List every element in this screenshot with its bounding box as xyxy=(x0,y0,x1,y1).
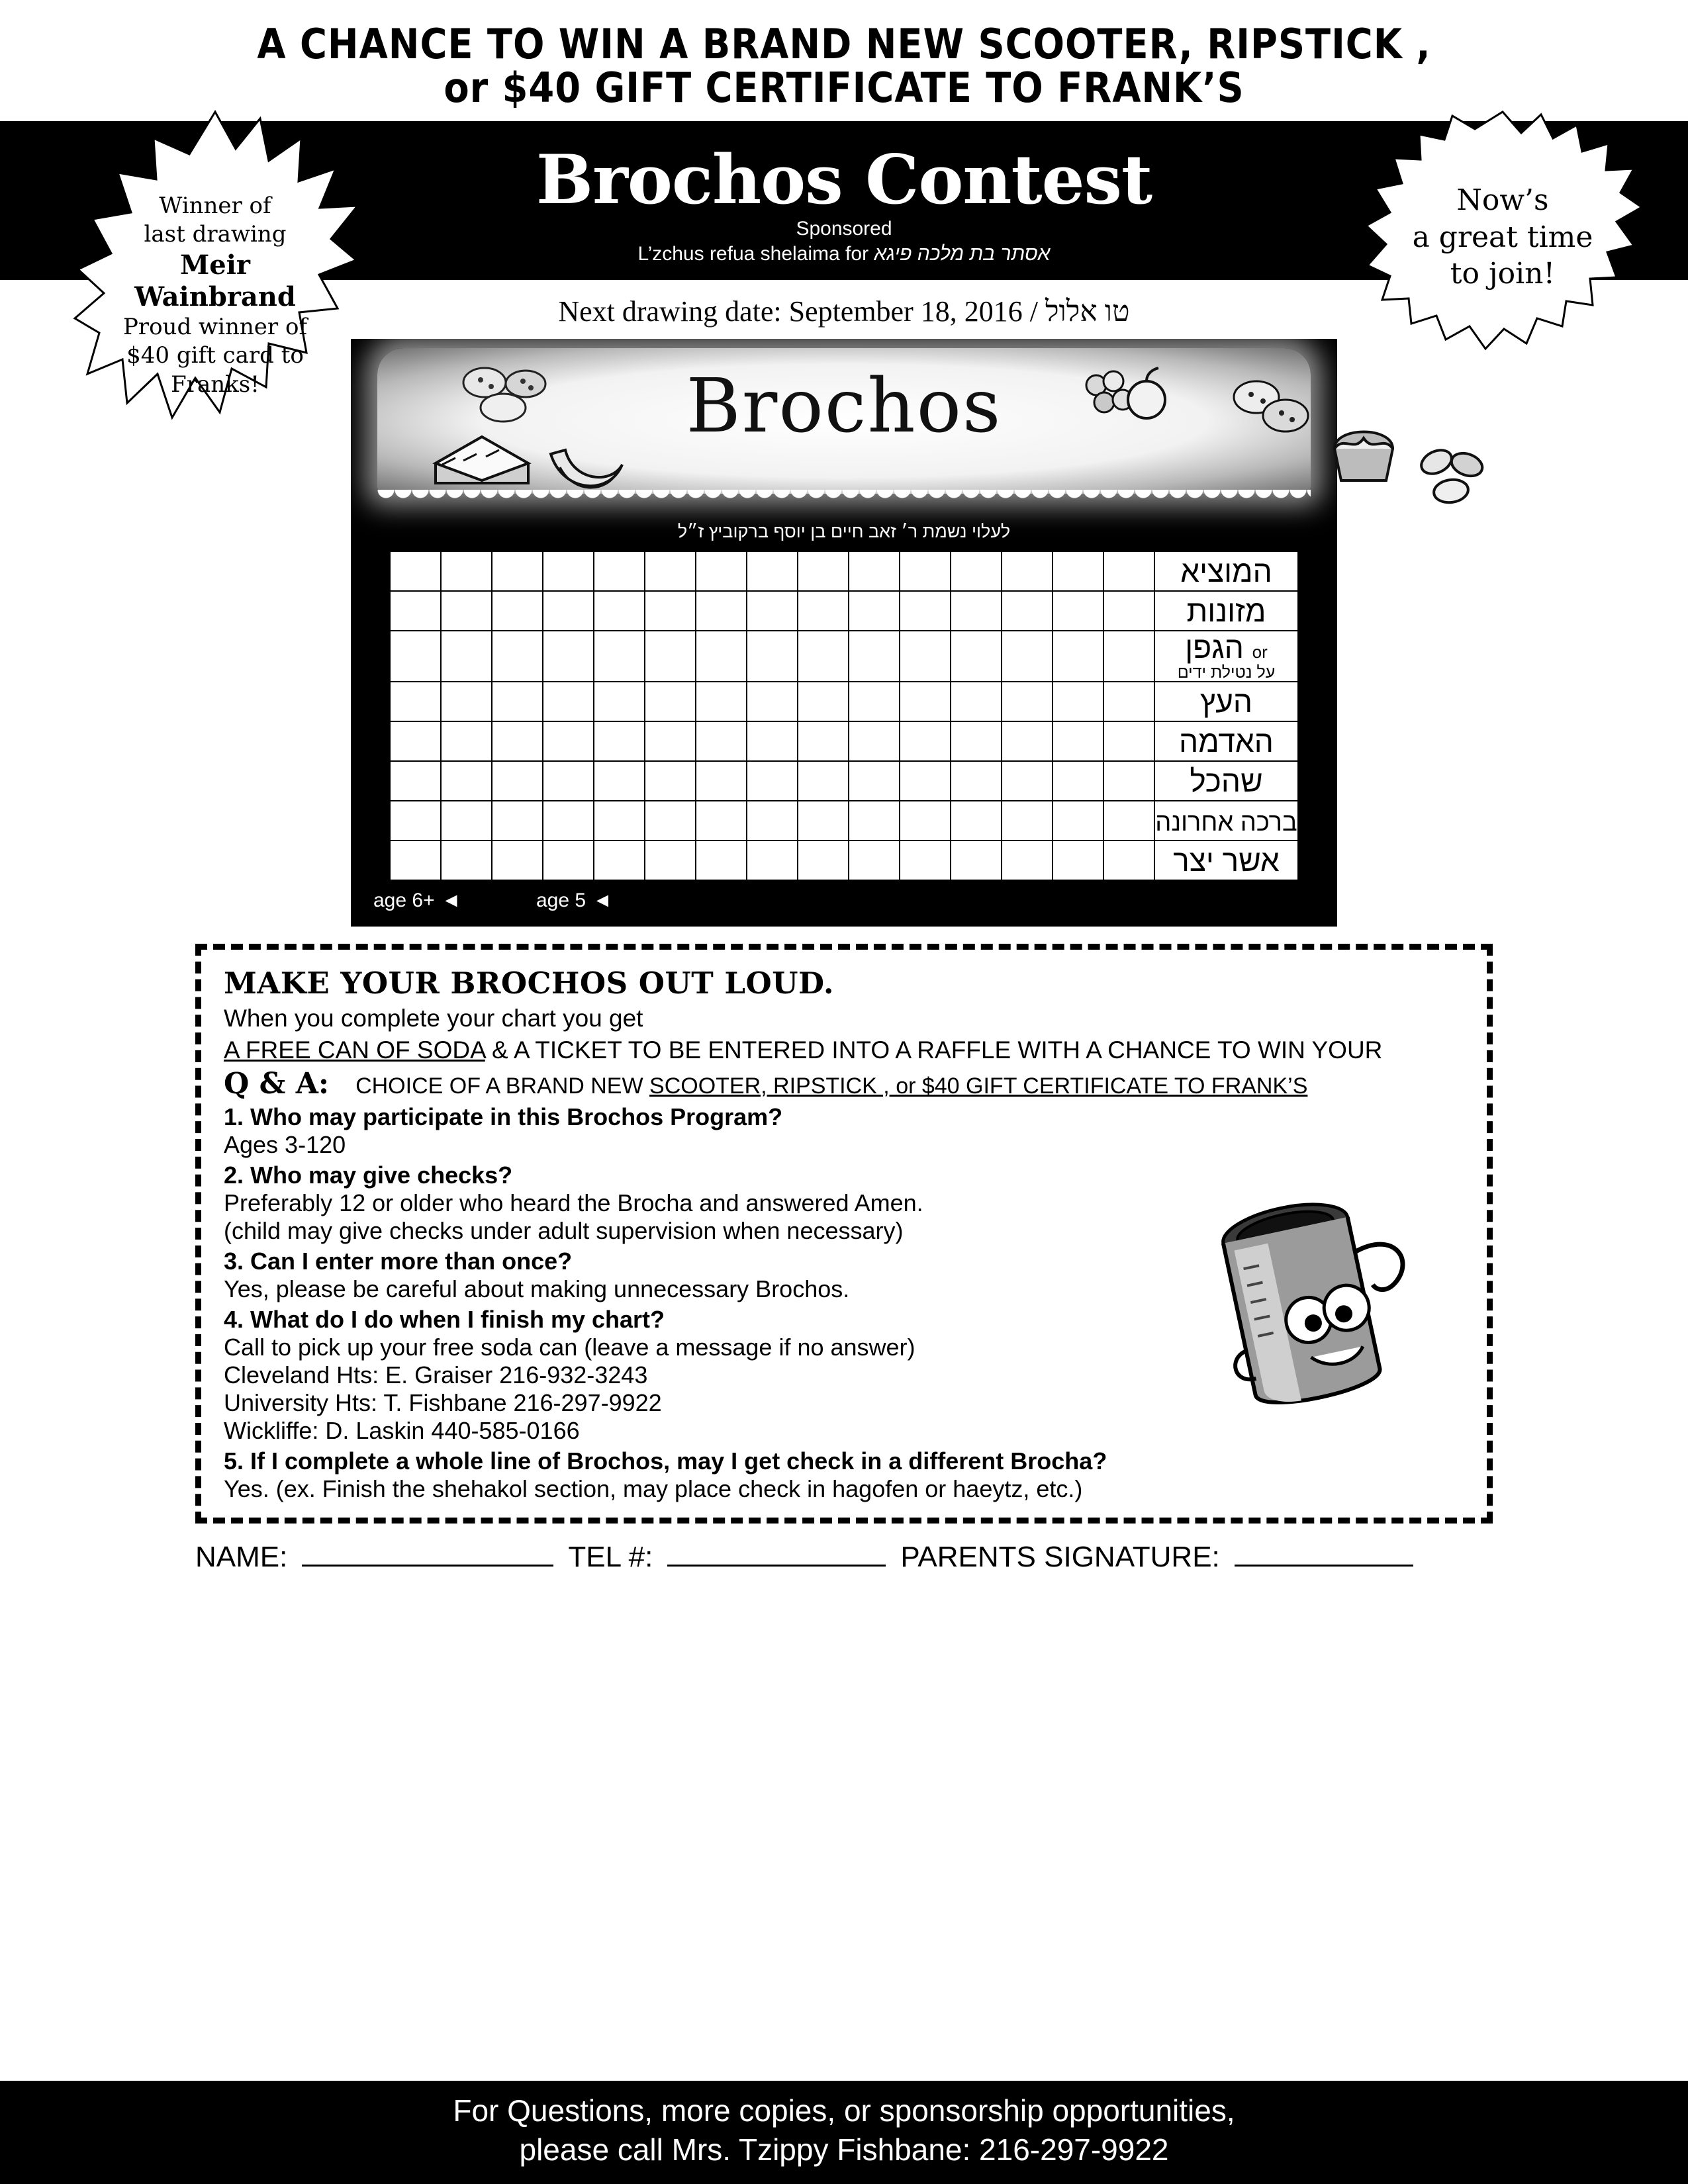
chart-hebrew-dedication: לעלוי נשמת ר׳ זאב חיים בן יוסף ברקוביץ ז״ל xyxy=(677,522,1011,542)
headline-line-1: A CHANCE TO WIN A BRAND NEW SCOOTER, RIPSTICK , xyxy=(257,20,1431,68)
qa-choice-prefix: CHOICE OF A BRAND NEW xyxy=(355,1073,643,1099)
table-row xyxy=(390,551,1298,591)
qa-choice-text xyxy=(355,1073,1307,1099)
table-row xyxy=(390,631,1298,682)
table-row xyxy=(390,761,1298,801)
qa-answer-5-line-1: Yes. (ex. Finish the shehakol section, may place check in hagofen or haeytz, etc.) xyxy=(224,1475,1083,1502)
row-label-hagafen xyxy=(1154,631,1298,682)
qa-box-title: MAKE YOUR BROCHOS OUT LOUD. xyxy=(224,965,835,1001)
row-label-mezonos: מזונות xyxy=(1154,591,1298,631)
drawing-label: Next drawing date: xyxy=(558,295,782,328)
brochos-grid-table xyxy=(389,551,1299,881)
qa-reward-underlined: A FREE CAN OF SODA xyxy=(224,1036,485,1064)
dedication-english: L’zchus refua shelaima for xyxy=(637,243,869,265)
headline-line-2: or $40 GIFT CERTIFICATE TO FRANK’S xyxy=(444,63,1244,112)
row-label-haetz: העץ xyxy=(1154,682,1298,721)
nuts-icon xyxy=(1410,438,1496,511)
signature-label: PARENTS SIGNATURE: xyxy=(900,1540,1220,1573)
table-row xyxy=(390,841,1298,880)
qa-choice-row xyxy=(224,1067,1467,1101)
age-marker-5-label: age 5 xyxy=(536,889,586,911)
winner-first-name: Meir xyxy=(180,249,250,281)
table-row xyxy=(390,591,1298,631)
table-row xyxy=(390,682,1298,721)
banana-icon xyxy=(543,438,629,501)
chart-brochos-word: Brochos xyxy=(686,363,1002,450)
join-line-2: a great time xyxy=(1412,220,1593,254)
name-input[interactable] xyxy=(302,1565,553,1567)
winner-line-1: Winner of xyxy=(159,192,271,219)
page-title: Brochos Contest xyxy=(536,140,1152,220)
qa-answer-4-line-1: Call to pick up your free soda can (leave a message if no answer) xyxy=(224,1333,915,1361)
age-marker-6plus-arrow: ◄ xyxy=(441,889,460,911)
qa-reward-line xyxy=(224,1036,1467,1064)
form-fields-row xyxy=(195,1541,1493,1574)
join-now-starburst xyxy=(1364,108,1642,366)
qa-answer-4-line-2: Cleveland Hts: E. Graiser 216-932-3243 xyxy=(224,1361,648,1388)
age-marker-5-arrow: ◄ xyxy=(592,889,611,911)
tel-input[interactable] xyxy=(667,1565,886,1567)
brochos-chart xyxy=(351,339,1337,927)
name-label: NAME: xyxy=(195,1540,288,1573)
dedication-hebrew: אסתר בת מלכה פיגא xyxy=(874,243,1051,265)
join-line-3: to join! xyxy=(1450,257,1556,291)
qa-question-2: 2. Who may give checks? xyxy=(224,1161,513,1189)
row-label-hagafen-text: הגפן xyxy=(1185,630,1244,665)
drawing-date: September 18, 2016 / xyxy=(788,295,1038,328)
qa-intro: When you complete your chart you get xyxy=(224,1004,643,1032)
chart-awning xyxy=(351,339,1337,518)
chart-grid xyxy=(387,549,1301,883)
qa-answer-2-line-1: Preferably 12 or older who heard the Brocha and answered Amen. xyxy=(224,1189,923,1216)
tel-label: TEL #: xyxy=(568,1540,653,1573)
winner-line-5: Franks! xyxy=(171,371,259,398)
winner-line-4: $40 gift card to xyxy=(126,342,304,369)
drawing-hebrew-date: טו אלול xyxy=(1045,295,1130,328)
footer-line-1: For Questions, more copies, or sponsorship opportunities, xyxy=(453,2093,1235,2128)
qa-answer-2-line-2: (child may give checks under adult supervision when necessary) xyxy=(224,1216,904,1244)
qa-question-1: 1. Who may participate in this Brochos Program? xyxy=(224,1103,783,1130)
join-line-1: Now’s xyxy=(1456,183,1549,218)
row-label-bracha-achrona: ברכה אחרונה xyxy=(1154,801,1298,841)
join-now-text xyxy=(1364,108,1642,366)
row-label-asher-yatzar: אשר יצר xyxy=(1154,841,1298,880)
table-row xyxy=(390,721,1298,761)
qa-answer-4-line-4: Wickliffe: D. Laskin 440-585-0166 xyxy=(224,1416,580,1444)
age-marker-6plus xyxy=(373,889,459,912)
row-label-shehakol: שהכל xyxy=(1154,761,1298,801)
footer-line-2: please call Mrs. Tzippy Fishbane: 216-297-9922 xyxy=(519,2132,1169,2167)
soda-can-icon xyxy=(1189,1161,1447,1446)
qa-question-5: 5. If I complete a whole line of Brochos, may I get check in a different Brocha? xyxy=(224,1447,1107,1475)
qa-label: Q & A: xyxy=(224,1066,330,1101)
qa-question-3: 3. Can I enter more than once? xyxy=(224,1247,573,1275)
row-sublabel-netilas-yadayim: על נטילת ידים xyxy=(1177,662,1276,682)
qa-answer-1-line-1: Ages 3-120 xyxy=(224,1130,346,1158)
page-footer xyxy=(0,2081,1688,2184)
page-headline xyxy=(0,0,1688,112)
row-label-hamotzi: המוציא xyxy=(1154,551,1298,591)
row-or-label: or xyxy=(1252,642,1268,662)
qa-reward-rest: & A TICKET TO BE ENTERED INTO A RAFFLE WITH A CHANCE TO WIN YOUR xyxy=(492,1036,1383,1064)
winner-line-2: last drawing xyxy=(144,221,287,248)
age-marker-6plus-label: age 6+ xyxy=(373,889,435,911)
qa-answer-4-line-3: University Hts: T. Fishbane 216-297-9922 xyxy=(224,1388,662,1416)
age-marker-5 xyxy=(536,889,611,912)
qa-choice-underlined: SCOOTER, RIPSTICK , or $40 GIFT CERTIFICATE TO FRANK’S xyxy=(649,1073,1308,1099)
winner-starburst xyxy=(73,107,357,484)
qa-box xyxy=(195,944,1493,1524)
winner-line-3: Proud winner of xyxy=(122,313,308,340)
table-row xyxy=(390,801,1298,841)
winner-starburst-text xyxy=(73,107,357,484)
row-label-haadama: האדמה xyxy=(1154,721,1298,761)
signature-input[interactable] xyxy=(1235,1565,1413,1567)
sponsored-label: Sponsored xyxy=(796,218,892,240)
winner-last-name: Wainbrand xyxy=(134,281,296,312)
qa-answer-3-line-1: Yes, please be careful about making unnecessary Brochos. xyxy=(224,1275,850,1302)
age-marker-footer-row xyxy=(351,883,1337,917)
qa-question-4: 4. What do I do when I finish my chart? xyxy=(224,1305,665,1333)
